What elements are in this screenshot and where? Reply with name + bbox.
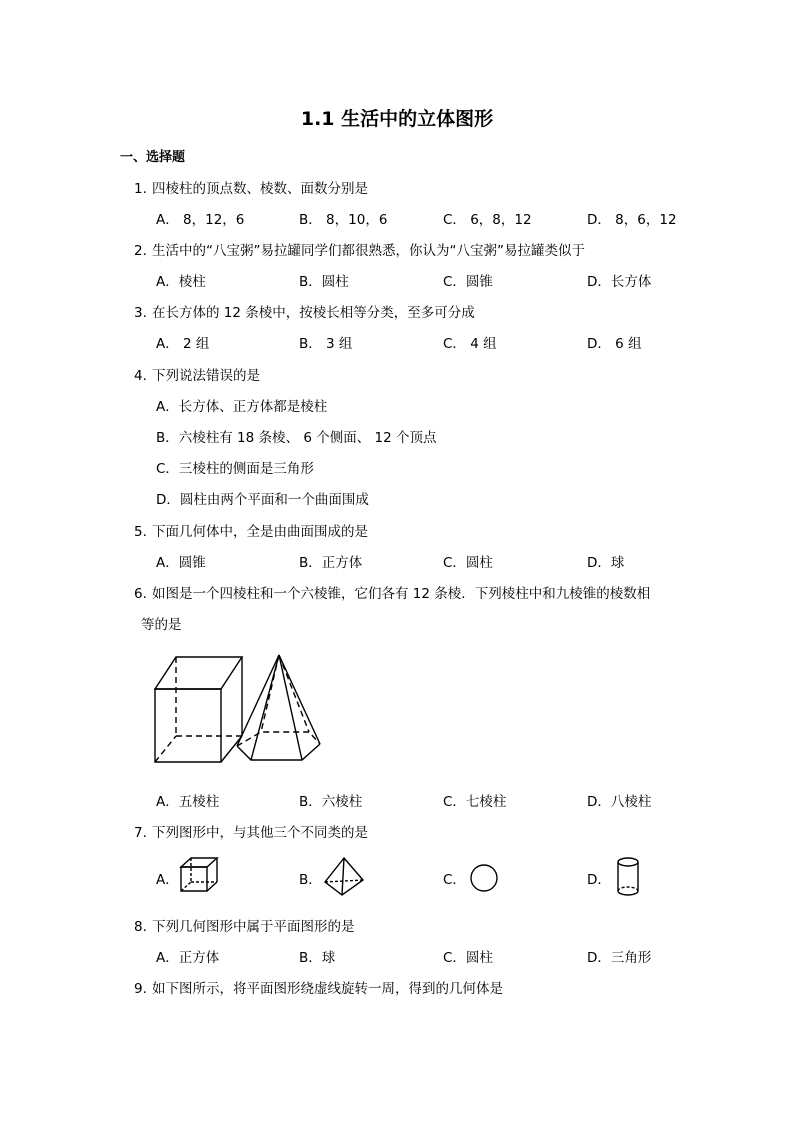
q4-option-b[interactable]: B．六棱柱有 18 条棱、 6 个侧面、 12 个顶点 [156, 430, 437, 446]
question-text: 如下图所示，将平面图形绕虚线旋转一周，得到的几何体是 [152, 981, 503, 997]
q8-option-a[interactable]: A．正方体 [156, 950, 220, 966]
q8-option-d[interactable]: D．三角形 [587, 950, 652, 966]
q7-option-a[interactable]: A． [156, 872, 179, 888]
q3-option-d[interactable]: D． 6 组 [587, 336, 642, 352]
question-text: 下列说法错误的是 [152, 368, 260, 384]
q1-option-d[interactable]: D． 8，6，12 [587, 212, 677, 228]
question-text: 如图是一个四棱柱和一个六棱锥，它们各有 12 条棱．下列棱柱中和九棱锥的棱数相 [152, 586, 651, 602]
q2-option-c[interactable]: C．圆锥 [443, 274, 493, 290]
q3-option-a[interactable]: A． 2 组 [156, 336, 210, 352]
prism-icon [155, 657, 242, 762]
question-number: 7. [134, 825, 147, 841]
q4-option-a[interactable]: A．长方体、正方体都是棱柱 [156, 399, 328, 415]
q7-option-b[interactable]: B． [299, 872, 322, 888]
cube-icon [178, 856, 220, 894]
q5-option-a[interactable]: A．圆锥 [156, 555, 206, 571]
question-6-continued: 等的是 [141, 617, 182, 633]
question-9 [134, 977, 503, 997]
question-number: 2. [134, 243, 147, 259]
question-7 [134, 821, 368, 841]
q1-option-a[interactable]: A． 8，12，6 [156, 212, 245, 228]
q2-option-d[interactable]: D．长方体 [587, 274, 652, 290]
q2-option-a[interactable]: A．棱柱 [156, 274, 206, 290]
question-text: 在长方体的 12 条棱中，按棱长相等分类，至多可分成 [152, 305, 475, 321]
question-4 [134, 364, 260, 384]
q4-option-c[interactable]: C．三棱柱的侧面是三角形 [156, 461, 314, 477]
question-8 [134, 915, 355, 935]
q1-option-b[interactable]: B． 8，10，6 [299, 212, 388, 228]
question-number: 3. [134, 305, 147, 321]
q6-option-c[interactable]: C．七棱柱 [443, 794, 507, 810]
question-number: 4. [134, 368, 147, 384]
q7-option-c[interactable]: C． [443, 872, 466, 888]
q8-option-c[interactable]: C．圆柱 [443, 950, 493, 966]
question-text: 下列几何图形中属于平面图形的是 [152, 919, 355, 935]
question-text: 四棱柱的顶点数、棱数、面数分别是 [152, 181, 368, 197]
question-number: 5. [134, 524, 147, 540]
triangular-pyramid-icon [322, 856, 366, 898]
q6-option-b[interactable]: B．六棱柱 [299, 794, 363, 810]
q6-option-d[interactable]: D．八棱柱 [587, 794, 652, 810]
question-text: 生活中的“八宝粥”易拉罐同学们都很熟悉，你认为“八宝粥”易拉罐类似于 [152, 243, 585, 259]
question-2 [134, 239, 585, 259]
page-title: 1.1 生活中的立体图形 [300, 108, 494, 130]
q2-option-b[interactable]: B．圆柱 [299, 274, 349, 290]
q1-option-c[interactable]: C． 6，8，12 [443, 212, 532, 228]
section-heading: 一、选择题 [120, 150, 186, 165]
pyramid-icon [237, 655, 320, 760]
question-text: 下列图形中，与其他三个不同类的是 [152, 825, 368, 841]
q8-option-b[interactable]: B．球 [299, 950, 336, 966]
question-number: 9. [134, 981, 147, 997]
q6-option-a[interactable]: A．五棱柱 [156, 794, 220, 810]
q3-option-b[interactable]: B． 3 组 [299, 336, 353, 352]
q7-option-d[interactable]: D． [587, 872, 611, 888]
q5-option-b[interactable]: B．正方体 [299, 555, 363, 571]
cylinder-icon [614, 856, 642, 898]
question-5 [134, 520, 368, 540]
q4-option-d[interactable]: D．圆柱由两个平面和一个曲面围成 [156, 492, 369, 508]
question-number: 8. [134, 919, 147, 935]
question-6 [134, 582, 650, 602]
question-number: 1. [134, 181, 147, 197]
q5-option-c[interactable]: C．圆柱 [443, 555, 493, 571]
circle-icon [468, 862, 500, 894]
q3-option-c[interactable]: C． 4 组 [443, 336, 497, 352]
question-text: 下面几何体中，全是由曲面围成的是 [152, 524, 368, 540]
q6-figure [150, 652, 330, 770]
question-3 [134, 301, 475, 321]
q5-option-d[interactable]: D．球 [587, 555, 625, 571]
question-1 [134, 177, 368, 197]
question-number: 6. [134, 586, 147, 602]
